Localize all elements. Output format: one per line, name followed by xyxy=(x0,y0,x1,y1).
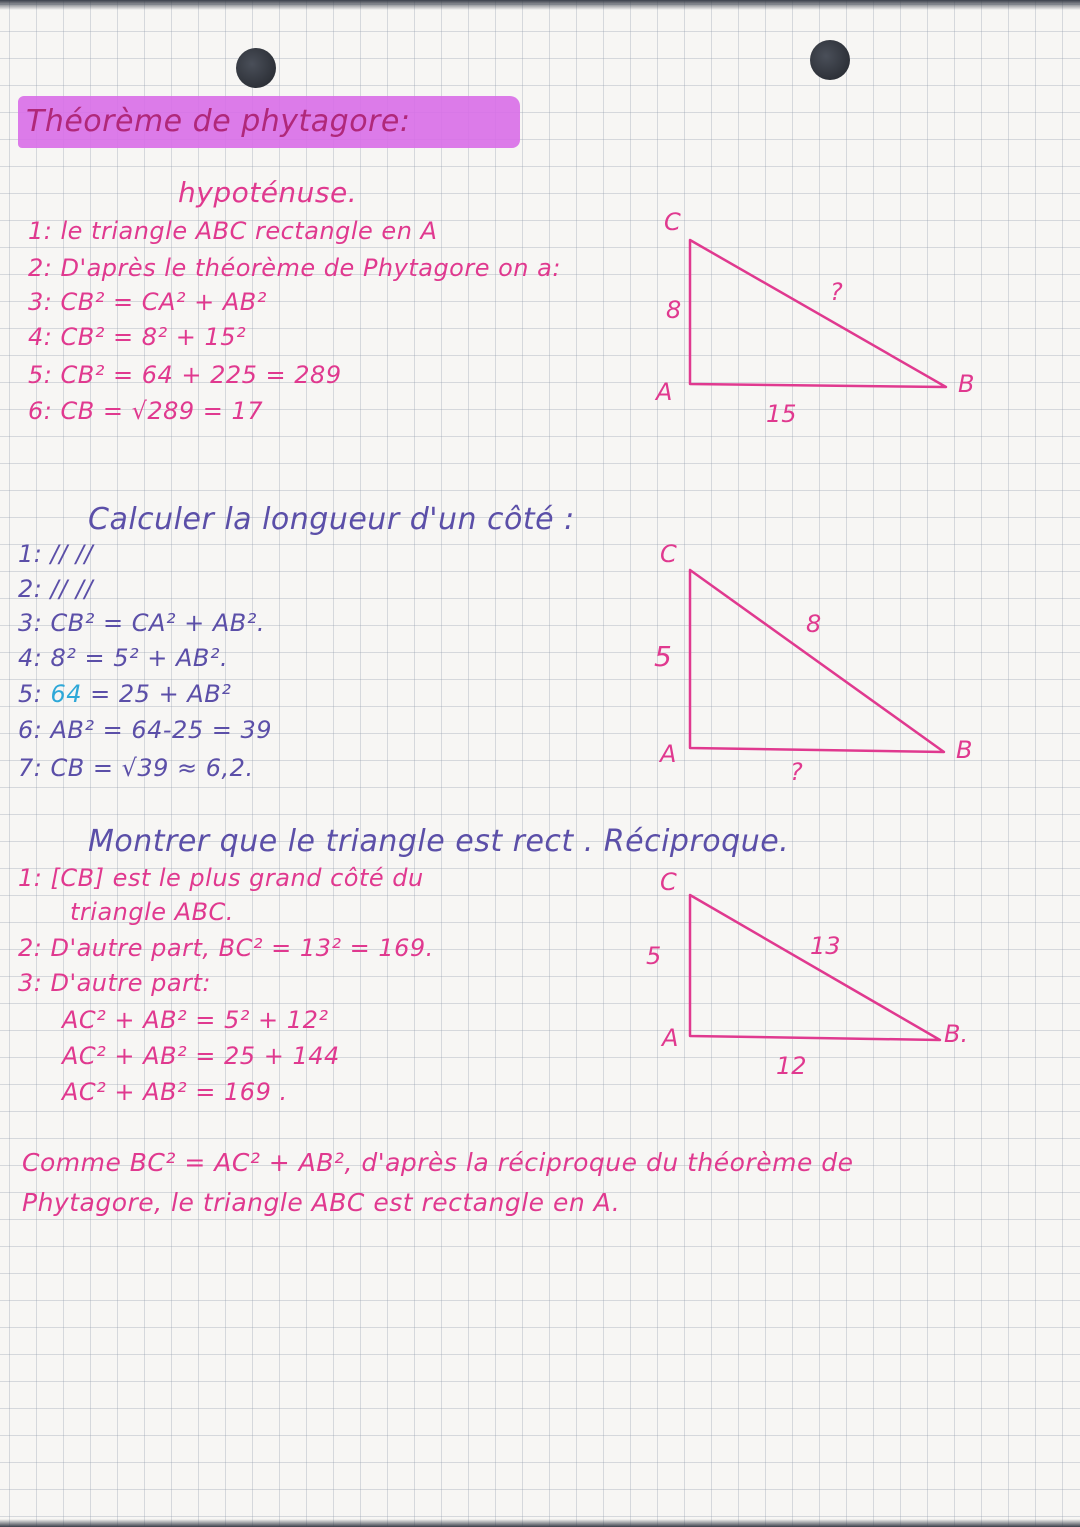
section2-line-1: 1: // // xyxy=(18,540,93,568)
triangle-1-side-cb: ? xyxy=(830,278,843,306)
section3-line-3: 3: D'autre part: xyxy=(18,969,211,997)
section2-line-6: 6: AB² = 64-25 = 39 xyxy=(18,716,272,744)
conclusion-line-2: Phytagore, le triangle ABC est rectangle en A. xyxy=(22,1188,621,1217)
section2-line-7: 7: CB = √39 ≈ 6,2. xyxy=(18,754,254,782)
triangle-1-side-ab: 15 xyxy=(766,400,797,428)
triangle-2-side-ab: ? xyxy=(790,758,803,786)
section3-line-1b: triangle ABC. xyxy=(70,898,234,926)
triangle-1-side-ca: 8 xyxy=(666,296,682,324)
triangle-3-side-ca: 5 xyxy=(646,942,662,970)
section1-line-3: 3: CB² = CA² + AB² xyxy=(28,288,267,316)
triangle-1-vertex-b: B xyxy=(958,370,975,398)
section1-heading: hypoténuse. xyxy=(178,176,358,209)
section3-line-2: 2: D'autre part, BC² = 13² = 169. xyxy=(18,934,434,962)
section2-line-4: 4: 8² = 5² + AB². xyxy=(18,644,229,672)
triangle-2-vertex-c: C xyxy=(660,540,677,568)
triangle-3-side-ab: 12 xyxy=(776,1052,807,1080)
section3-heading: Montrer que le triangle est rect . Réciproque. xyxy=(88,824,790,859)
triangle-3-side-cb: 13 xyxy=(810,932,841,960)
triangle-2-side-cb: 8 xyxy=(806,610,822,638)
triangle-2-vertex-a: A xyxy=(660,740,677,768)
triangle-2-vertex-b: B xyxy=(956,736,973,764)
section3-line-4: AC² + AB² = 5² + 12² xyxy=(62,1006,329,1034)
triangle-1-vertex-c: C xyxy=(664,208,681,236)
triangle-3-vertex-a: A xyxy=(662,1024,679,1052)
section2-line-5-highlight: 64 xyxy=(50,680,83,708)
section2-line-5-rest: = 25 + AB² xyxy=(82,680,232,708)
section3-line-5: AC² + AB² = 25 + 144 xyxy=(62,1042,340,1070)
page-title: Théorème de phytagore: xyxy=(26,104,411,139)
conclusion-line-1: Comme BC² = AC² + AB², d'après la réciproque du théorème de xyxy=(22,1148,854,1177)
section1-line-2: 2: D'après le théorème de Phytagore on a: xyxy=(28,254,561,282)
section1-line-1: 1: le triangle ABC rectangle en A xyxy=(28,217,438,245)
triangle-3-vertex-b: B. xyxy=(944,1020,969,1048)
section1-line-5: 5: CB² = 64 + 225 = 289 xyxy=(28,361,342,389)
triangle-3-vertex-c: C xyxy=(660,868,677,896)
section2-line-2: 2: // // xyxy=(18,575,93,603)
section1-line-6: 6: CB = √289 = 17 xyxy=(28,397,264,425)
section3-line-6: AC² + AB² = 169 . xyxy=(62,1078,288,1106)
section2-heading: Calculer la longueur d'un côté : xyxy=(88,502,575,537)
section2-line-3: 3: CB² = CA² + AB². xyxy=(18,609,265,637)
page-edge-bottom xyxy=(0,1519,1080,1527)
section3-line-1: 1: [CB] est le plus grand côté du xyxy=(18,864,424,892)
section2-line-5-prefix: 5: xyxy=(18,680,51,708)
triangle-1-vertex-a: A xyxy=(656,378,673,406)
triangle-2-side-ca: 5 xyxy=(654,640,672,673)
section1-line-4: 4: CB² = 8² + 15² xyxy=(28,323,247,351)
